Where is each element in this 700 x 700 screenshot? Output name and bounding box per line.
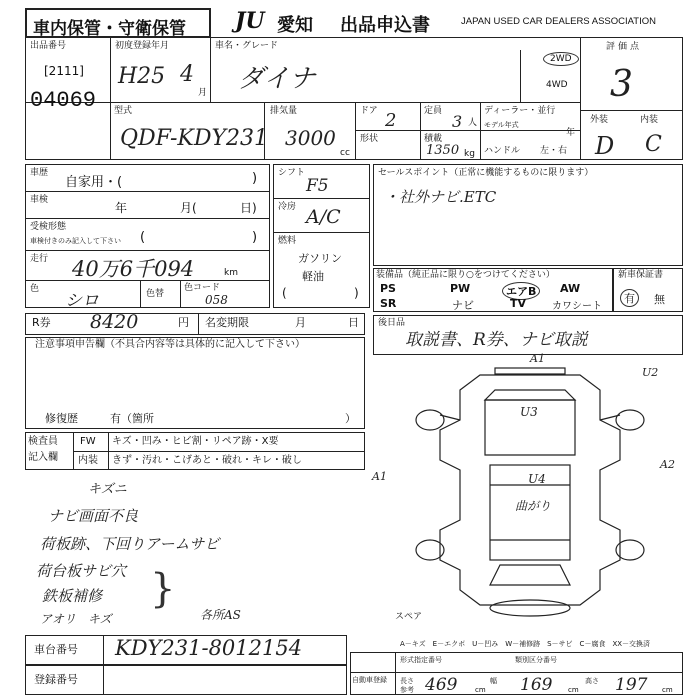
note-line: 各所AS (200, 608, 241, 622)
rating-label: 評価点 (606, 42, 643, 52)
displacement-value: 3000 (285, 126, 336, 150)
aircon-label: 冷房 (278, 202, 297, 212)
int-items: きず・汚れ・こげあと・破れ・キレ・破し (112, 455, 302, 466)
car-diagram (380, 360, 680, 625)
handle-label: ハンドル (484, 146, 521, 156)
model-label: 型式 (114, 106, 133, 116)
cert-wid-label: 幅 (490, 677, 497, 685)
inspection-year: 年 (115, 201, 128, 215)
color-label: 色 (30, 284, 40, 294)
car-name-label: 車名・グレード (215, 41, 279, 51)
cert-len-unit: cm (475, 686, 486, 694)
cert-width: 169 (520, 675, 553, 695)
inspection-month: 月( (180, 201, 197, 215)
inspection-label: 車検 (30, 195, 49, 205)
int-label: 内装 (78, 455, 98, 466)
receive-open: ( (140, 230, 146, 245)
sales-point-value: ・社外ナビ.ETC (384, 188, 497, 206)
fuel-gasoline: ガソリン (298, 252, 342, 265)
sales-point-label: セールスポイント（正常に機能するものに限ります） (378, 168, 594, 178)
note-line: 鉄板補修 (42, 587, 103, 605)
exterior-label: 外装 (590, 115, 609, 125)
mileage-unit: km (224, 268, 238, 278)
cert-label3: 類別区分番号 (515, 656, 557, 664)
org-name: 愛知 (277, 15, 313, 36)
damage-mark: A1 (530, 352, 545, 365)
ju-logo: JU (235, 8, 265, 34)
inspector-label2: 記入欄 (28, 452, 58, 463)
repair-close: ） (345, 412, 356, 425)
cert-hgt-unit: cm (662, 686, 673, 694)
repair-value: 有（箇所 (110, 412, 154, 425)
color-code-label: 色コード (184, 283, 221, 293)
capacity-unit: 人 (468, 118, 478, 128)
history-label: 車歴 (30, 168, 49, 178)
car-name-value: ダイナ (238, 64, 316, 94)
damage-mark: U2 (642, 366, 659, 379)
capacity-value: 3 (452, 112, 463, 131)
doc-title: 出品申込書 (340, 15, 430, 36)
load-unit: kg (464, 149, 475, 159)
rating-value: 3 (610, 64, 633, 105)
after-items-label: 後日品 (378, 318, 406, 328)
note-line: 荷台板サビ穴 (36, 562, 127, 580)
displacement-label: 排気量 (270, 106, 298, 116)
warranty-label: 新車保証書 (618, 270, 664, 280)
lot-label: 出品番号 (30, 41, 67, 51)
equipment-aw: AW (560, 282, 581, 295)
equipment-airbag: エアB (502, 282, 540, 300)
color-code-value: 058 (205, 293, 228, 307)
cert-length: 469 (425, 675, 458, 695)
recycle-value: 8420 (90, 311, 139, 333)
receive-label: 受検形態 (30, 222, 67, 232)
equipment-pw: PW (450, 282, 471, 295)
aircon-value: A/C (306, 206, 341, 228)
cert-label1: 自動車登録 (352, 676, 387, 684)
spare-label: スペア (395, 612, 423, 622)
registration-label: 登録番号 (34, 673, 78, 686)
first-reg-label: 初度登録年月 (115, 41, 170, 51)
warranty-no: 無 (654, 293, 665, 306)
drive-4wd: 4WD (546, 80, 568, 90)
fw-items: キズ・凹み・ヒビ割・リペア跡・X要 (112, 436, 279, 447)
interior-value: C (645, 132, 662, 157)
storage-box (25, 8, 211, 38)
note-line: ナビ画面不良 (48, 507, 139, 525)
equipment-tv: TV (510, 297, 527, 310)
first-reg-month-unit: 月 (198, 88, 208, 98)
equipment-navi: ナビ (452, 299, 474, 312)
history-block (25, 164, 270, 308)
shift-value: F5 (306, 176, 329, 196)
cert-height: 197 (615, 675, 648, 695)
capacity-label: 定員 (424, 106, 443, 116)
fuel-open: ( (282, 286, 287, 300)
shape-label: 形状 (360, 134, 379, 144)
note-bracket: } (150, 566, 176, 612)
damage-mark: A1 (372, 470, 387, 483)
note-line: キズニ (88, 482, 127, 497)
drive-2wd: 2WD (543, 52, 579, 66)
handle-lr: 左・右 (540, 146, 568, 156)
doors-value: 2 (385, 110, 397, 131)
cert-label2: 形式指定番号 (400, 656, 442, 664)
fuel-diesel: 軽油 (302, 270, 324, 283)
load-value: 1350 (426, 143, 460, 158)
equipment-ps: PS (380, 282, 396, 295)
first-reg-year: H25 (118, 64, 166, 89)
model-year-unit: 年 (566, 128, 576, 138)
name-change-day: 日 (348, 316, 359, 329)
exterior-value: D (595, 132, 615, 160)
recycle-label: R券 (32, 316, 51, 329)
recycle-unit: 円 (178, 316, 189, 329)
cert-hgt-label: 高さ (585, 677, 599, 685)
history-close: ) (252, 171, 258, 186)
chassis-value: KDY231-8012154 (115, 636, 303, 660)
receive-close: ) (252, 230, 258, 245)
history-value: 自家用・( (65, 175, 123, 190)
first-reg-month: 4 (180, 62, 194, 87)
inspector-label1: 検査員 (28, 436, 58, 447)
cert-wid-unit: cm (568, 686, 579, 694)
shift-label: シフト (278, 168, 306, 178)
doors-label: ドア (360, 106, 378, 116)
note-line: 荷板跡、下回りアームサビ (40, 535, 220, 553)
fuel-label: 燃料 (278, 236, 297, 246)
recycle-block (25, 313, 365, 335)
storage-label: 車内保管・守衛保管 (33, 19, 186, 39)
mileage-label: 走行 (30, 254, 49, 264)
color-value: シロ (65, 291, 99, 311)
mileage-value: 40万6千094 (72, 257, 195, 281)
sales-point-block (373, 164, 683, 266)
lot-code: [2111] (44, 64, 84, 78)
model-year-label: モデル年式 (484, 121, 519, 129)
color-tone-label: 色替 (146, 289, 165, 299)
repair-label: 修復歴 (45, 412, 78, 425)
dealer-label: ディーラー・並行 (484, 106, 556, 116)
name-change-month: 月 (295, 316, 306, 329)
fw-label: FW (80, 436, 96, 447)
model-value: QDF-KDY231 (120, 126, 268, 151)
note-line: アオリ キズ (40, 612, 112, 626)
warranty-yes: 有 (620, 289, 639, 307)
receive-note: 車検付きのみ記入して下さい (30, 237, 121, 245)
after-items-value: 取説書、R券、ナビ取説 (405, 330, 588, 350)
fuel-close: ) (354, 286, 359, 300)
notes-label: 注意事項申告欄（不具合内容等は具体的に記入して下さい） (35, 339, 305, 350)
assoc-name: JAPAN USED CAR DEALERS ASSOCIATION (461, 16, 656, 27)
chassis-label: 車台番号 (34, 643, 78, 656)
damage-mark: U4 (528, 472, 546, 486)
lot-number: 04069 (30, 88, 97, 113)
equipment-leather: カワシート (552, 301, 602, 312)
load-label: 積載 (424, 134, 443, 144)
damage-mark: A2 (660, 458, 675, 471)
cert-len-label: 長さ (400, 677, 414, 685)
damage-mark: 曲がり (515, 499, 552, 513)
legend: A－キズ E－エクボ U－凹み W－補修跡 S－サビ C－腐食 XX－交換済 (400, 640, 651, 648)
interior-label: 内装 (640, 115, 659, 125)
damage-mark: U3 (520, 405, 538, 419)
cert-ref: 参考 (400, 686, 414, 694)
displacement-unit: cc (340, 148, 350, 158)
inspection-day: 日) (240, 201, 257, 215)
equipment-sr: SR (380, 297, 397, 310)
equipment-label: 装備品（純正品に限り○をつけてください） (376, 270, 555, 280)
name-change-label: 名変期限 (205, 316, 249, 329)
